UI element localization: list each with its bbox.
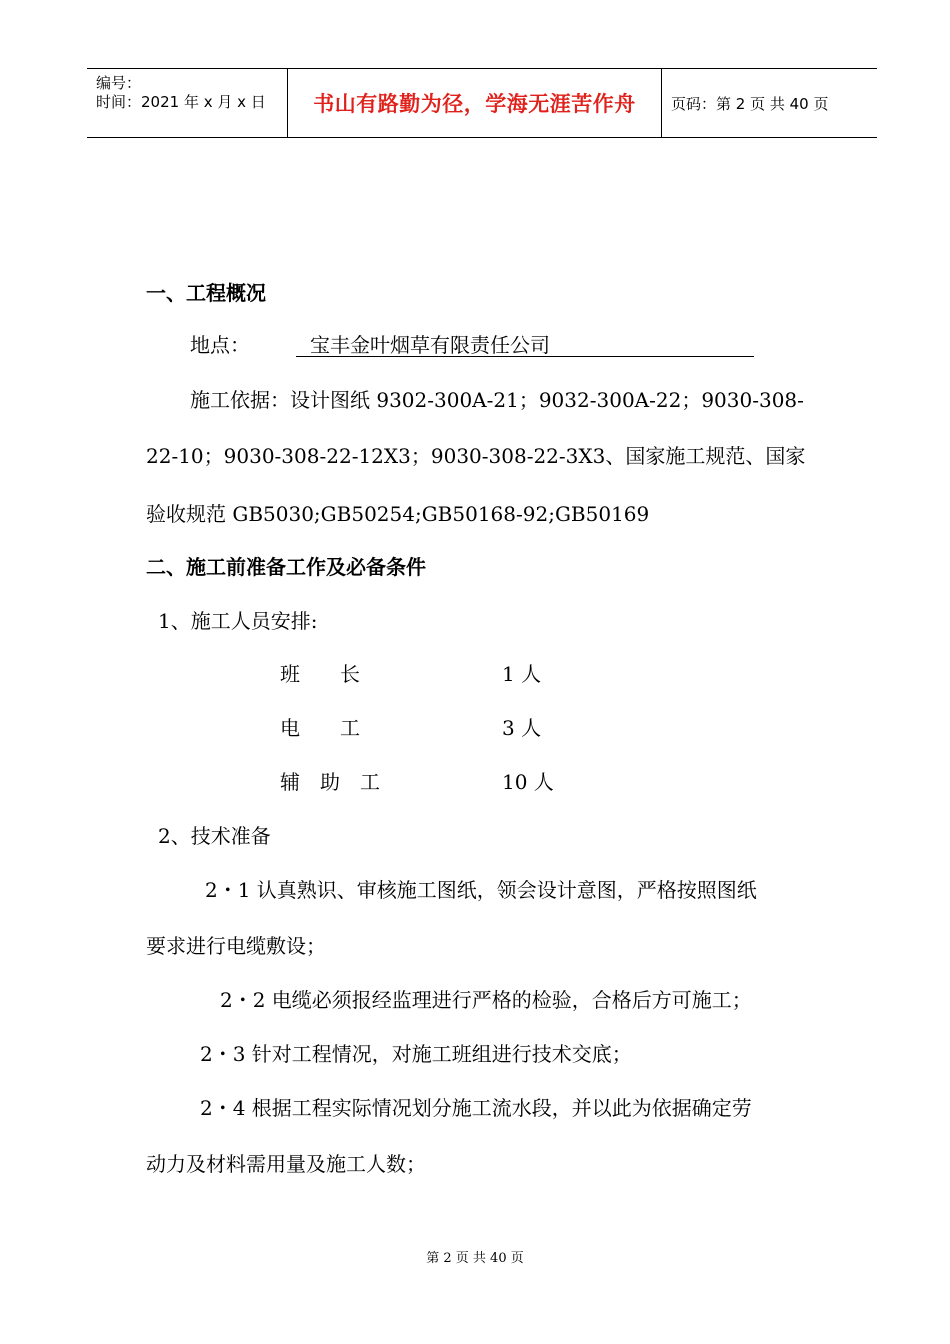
staff-count: 10 人 — [502, 770, 554, 794]
basis-line-3: 验收规范 GB5030;GB50254;GB50168-92;GB50169 — [146, 502, 650, 526]
location-value: 宝丰金叶烟草有限责任公司 — [296, 334, 754, 357]
item-2-2: 2・2 电缆必须报经监理进行严格的检验，合格后方可施工； — [220, 988, 752, 1012]
item-2-4-line-1: 2・4 根据工程实际情况划分施工流水段，并以此为依据确定劳 — [200, 1096, 752, 1120]
basis-line-1: 施工依据：设计图纸 9302-300A-21；9032-300A-22；9030-308- — [190, 388, 804, 412]
tech-heading: 2、技术准备 — [158, 824, 271, 848]
item-2-1-line-1: 2・1 认真熟识、审核施工图纸，领会设计意图，严格按照图纸 — [205, 878, 757, 902]
header-meta-cell — [87, 69, 288, 137]
item-2-3: 2・3 针对工程情况，对施工班组进行技术交底； — [200, 1042, 632, 1066]
page-header — [87, 68, 877, 138]
staff-role: 辅 助 工 — [280, 770, 380, 794]
basis-line-2: 22-10；9030-308-22-12X3；9030-308-22-3X3、国家施工规范、国家 — [146, 444, 806, 468]
doc-number-label: 编号： — [96, 74, 142, 92]
staff-count: 3 人 — [502, 716, 542, 740]
staff-count: 1 人 — [502, 662, 542, 686]
staff-role: 班 长 — [280, 662, 360, 686]
section1-title: 一、工程概况 — [146, 281, 266, 305]
staff-role: 电 工 — [280, 716, 360, 740]
header-motto: 书山有路勤为径，学海无涯苦作舟 — [288, 69, 662, 137]
location-label: 地点： — [190, 333, 250, 357]
location-row — [190, 333, 754, 357]
item-2-1-line-2: 要求进行电缆敷设； — [146, 934, 326, 958]
section2-title: 二、施工前准备工作及必备条件 — [146, 555, 426, 579]
item-2-4-line-2: 动力及材料需用量及施工人数； — [146, 1152, 426, 1176]
header-page-number: 页码：第 2 页 共 40 页 — [671, 94, 829, 113]
staff-heading: 1、施工人员安排: — [158, 609, 318, 633]
doc-time-label: 时间：2021 年 x 月 x 日 — [96, 93, 266, 111]
page-footer: 第 2 页 共 40 页 — [426, 1251, 524, 1266]
